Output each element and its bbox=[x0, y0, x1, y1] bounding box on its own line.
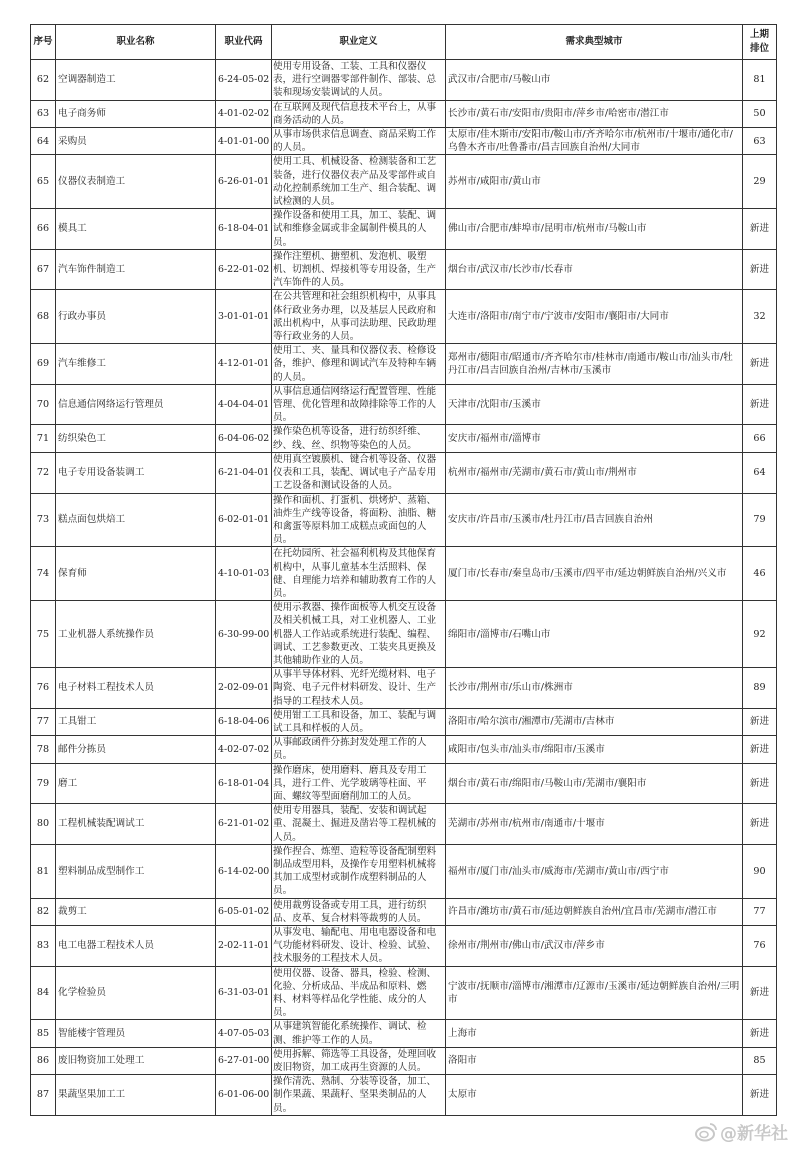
occupation-code: 6-31-03-01 bbox=[216, 966, 272, 1020]
occupation-definition: 从事信息通信网络运行配置管理、性能管理、优化管理和故障排除等工作的人员。 bbox=[272, 384, 446, 425]
occupation-name: 仪器仪表制造工 bbox=[56, 155, 216, 209]
demand-cities: 厦门市/长春市/秦皇岛市/玉溪市/四平市/延边朝鲜族自治州/兴义市 bbox=[446, 547, 743, 601]
row-number: 76 bbox=[31, 668, 56, 709]
table-row bbox=[31, 668, 777, 709]
occupation-code: 6-04-06-02 bbox=[216, 425, 272, 452]
occupation-definition: 使用拆解、筛选等工具设备，处理回收废旧物资，加工成再生资源的人员。 bbox=[272, 1047, 446, 1074]
occupation-name: 化学检验员 bbox=[56, 966, 216, 1020]
demand-cities: 天津市/沈阳市/玉溪市 bbox=[446, 384, 743, 425]
demand-cities: 芜湖市/苏州市/杭州市/南通市/十堰市 bbox=[446, 804, 743, 845]
occupation-code: 3-01-01-01 bbox=[216, 290, 272, 344]
demand-cities: 安庆市/福州市/淄博市 bbox=[446, 425, 743, 452]
previous-rank: 46 bbox=[743, 547, 777, 601]
table-row bbox=[31, 763, 777, 804]
table-row bbox=[31, 155, 777, 209]
previous-rank: 新进 bbox=[743, 344, 777, 385]
occupation-code: 4-10-01-03 bbox=[216, 547, 272, 601]
previous-rank: 81 bbox=[743, 60, 777, 101]
occupation-code: 4-04-04-01 bbox=[216, 384, 272, 425]
occupation-code: 4-01-02-02 bbox=[216, 100, 272, 127]
occupation-definition: 操作捏合、炼塑、造粒等设备配制塑料制品成型用料，及操作专用塑料机械将其加工成型材或制作成塑料制品的人员。 bbox=[272, 844, 446, 898]
previous-rank: 新进 bbox=[743, 736, 777, 763]
occupation-definition: 使用工具、机械设备、检测装备和工艺装备，进行仪器仪表产品及零部件或自动化控制系统加工生产、组合装配、调试检测的人员。 bbox=[272, 155, 446, 209]
occupation-code: 6-18-04-06 bbox=[216, 708, 272, 735]
previous-rank: 89 bbox=[743, 668, 777, 709]
previous-rank: 新进 bbox=[743, 384, 777, 425]
occupation-name: 纺织染色工 bbox=[56, 425, 216, 452]
occupation-code: 6-27-01-00 bbox=[216, 1047, 272, 1074]
watermark-text: @新华社 bbox=[720, 1124, 788, 1144]
occupation-name: 电子材料工程技术人员 bbox=[56, 668, 216, 709]
occupation-name: 信息通信网络运行管理员 bbox=[56, 384, 216, 425]
row-number: 66 bbox=[31, 209, 56, 250]
table-row bbox=[31, 1020, 777, 1047]
occupation-definition: 操作磨床，使用磨料、磨具及专用工具，进行工件、光学玻璃等柱面、平面、螺纹等型面磨削加工的人员。 bbox=[272, 763, 446, 804]
occupation-name: 裁剪工 bbox=[56, 898, 216, 925]
row-number: 67 bbox=[31, 249, 56, 290]
table-row bbox=[31, 493, 777, 547]
occupation-definition: 操作和面机、打蛋机、烘烤炉、蒸箱、油炸生产线等设备，将面粉、油脂、糖和禽蛋等原料加工成糕点或面包的人员。 bbox=[272, 493, 446, 547]
occupation-definition: 从事邮政函件分拣封发处理工作的人员。 bbox=[272, 736, 446, 763]
row-number: 77 bbox=[31, 708, 56, 735]
occupation-name: 工程机械装配调试工 bbox=[56, 804, 216, 845]
occupation-definition: 使用真空镀膜机、键合机等设备、仪器仪表和工具，装配、调试电子产品专用工艺设备和测试设备的人员。 bbox=[272, 452, 446, 493]
previous-rank: 85 bbox=[743, 1047, 777, 1074]
occupation-name: 汽车饰件制造工 bbox=[56, 249, 216, 290]
table-row bbox=[31, 1075, 777, 1116]
occupation-name: 保育师 bbox=[56, 547, 216, 601]
table-row bbox=[31, 249, 777, 290]
previous-rank: 77 bbox=[743, 898, 777, 925]
occupation-code: 6-24-05-02 bbox=[216, 60, 272, 101]
header-cities: 需求典型城市 bbox=[446, 25, 743, 60]
table-row bbox=[31, 128, 777, 155]
row-number: 83 bbox=[31, 926, 56, 967]
occupation-definition: 从事半导体材料、光纤光缆材料、电子陶瓷、电子元件材料研发、设计、生产指导的工程技术人员。 bbox=[272, 668, 446, 709]
previous-rank: 新进 bbox=[743, 209, 777, 250]
occupation-code: 6-18-04-01 bbox=[216, 209, 272, 250]
row-number: 69 bbox=[31, 344, 56, 385]
occupation-definition: 操作设备和使用工具，加工、装配、调试和维修金属或非金属制件模具的人员。 bbox=[272, 209, 446, 250]
demand-cities: 大连市/洛阳市/南宁市/宁波市/安阳市/襄阳市/大同市 bbox=[446, 290, 743, 344]
occupation-definition: 使用工、夹、量具和仪器仪表、检修设备，维护、修理和调试汽车及特种车辆的人员。 bbox=[272, 344, 446, 385]
demand-cities: 洛阳市/哈尔滨市/湘潭市/芜湖市/吉林市 bbox=[446, 708, 743, 735]
occupation-name: 智能楼宇管理员 bbox=[56, 1020, 216, 1047]
row-number: 78 bbox=[31, 736, 56, 763]
occupation-name: 电子商务师 bbox=[56, 100, 216, 127]
previous-rank: 92 bbox=[743, 601, 777, 668]
demand-cities: 绵阳市/淄博市/石嘴山市 bbox=[446, 601, 743, 668]
previous-rank: 66 bbox=[743, 425, 777, 452]
occupation-code: 6-14-02-00 bbox=[216, 844, 272, 898]
occupation-code: 6-21-01-02 bbox=[216, 804, 272, 845]
previous-rank: 新进 bbox=[743, 1075, 777, 1116]
header-code: 职业代码 bbox=[216, 25, 272, 60]
demand-cities: 武汉市/合肥市/马鞍山市 bbox=[446, 60, 743, 101]
occupation-definition: 在托幼园所、社会福利机构及其他保育机构中，从事儿童基本生活照料、保健、自理能力培养和辅助教育工作的人员。 bbox=[272, 547, 446, 601]
occupation-name: 塑料制品成型制作工 bbox=[56, 844, 216, 898]
table-row bbox=[31, 1047, 777, 1074]
occupation-code: 6-02-01-01 bbox=[216, 493, 272, 547]
row-number: 74 bbox=[31, 547, 56, 601]
row-number: 82 bbox=[31, 898, 56, 925]
table-row bbox=[31, 384, 777, 425]
row-number: 73 bbox=[31, 493, 56, 547]
previous-rank: 新进 bbox=[743, 249, 777, 290]
previous-rank: 新进 bbox=[743, 804, 777, 845]
header-definition: 职业定义 bbox=[272, 25, 446, 60]
occupation-name: 废旧物资加工处理工 bbox=[56, 1047, 216, 1074]
occupation-code: 6-18-01-04 bbox=[216, 763, 272, 804]
occupation-definition: 在互联网及现代信息技术平台上，从事商务活动的人员。 bbox=[272, 100, 446, 127]
occupation-table bbox=[30, 24, 777, 1116]
previous-rank: 29 bbox=[743, 155, 777, 209]
occupation-definition: 使用裁剪设备或专用工具，进行纺织品、皮革、复合材料等裁剪的人员。 bbox=[272, 898, 446, 925]
row-number: 84 bbox=[31, 966, 56, 1020]
occupation-code: 6-05-01-02 bbox=[216, 898, 272, 925]
demand-cities: 宁波市/抚顺市/淄博市/湘潭市/辽源市/玉溪市/延边朝鲜族自治州/三明市 bbox=[446, 966, 743, 1020]
occupation-code: 6-01-06-00 bbox=[216, 1075, 272, 1116]
header-rank: 上期排位 bbox=[743, 25, 777, 60]
occupation-definition: 从事发电、输配电、用电电器设备和电气功能材料研发、设计、检验、试验、技术服务的工程技术人员。 bbox=[272, 926, 446, 967]
occupation-name: 采购员 bbox=[56, 128, 216, 155]
demand-cities: 杭州市/福州市/芜湖市/黄石市/黄山市/荆州市 bbox=[446, 452, 743, 493]
occupation-name: 空调器制造工 bbox=[56, 60, 216, 101]
occupation-definition: 使用示教器、操作面板等人机交互设备及相关机械工具，对工业机器人、工业机器人工作站或系统进行装配、编程、调试、工艺参数更改、工装夹具更换及其他辅助作业的人员。 bbox=[272, 601, 446, 668]
occupation-name: 磨工 bbox=[56, 763, 216, 804]
row-number: 63 bbox=[31, 100, 56, 127]
table-row bbox=[31, 804, 777, 845]
occupation-definition: 操作清洗、熟制、分装等设备，加工、制作果蔬、果蔬籽、坚果类制品的人员。 bbox=[272, 1075, 446, 1116]
demand-cities: 徐州市/荆州市/佛山市/武汉市/萍乡市 bbox=[446, 926, 743, 967]
demand-cities: 洛阳市 bbox=[446, 1047, 743, 1074]
occupation-definition: 使用钳工工具和设备，加工、装配与调试工具和样板的人员。 bbox=[272, 708, 446, 735]
occupation-code: 2-02-09-01 bbox=[216, 668, 272, 709]
table-row bbox=[31, 425, 777, 452]
table-row bbox=[31, 844, 777, 898]
previous-rank: 76 bbox=[743, 926, 777, 967]
previous-rank: 新进 bbox=[743, 966, 777, 1020]
weibo-logo-icon bbox=[695, 1122, 717, 1142]
demand-cities: 太原市/佳木斯市/安阳市/鞍山市/齐齐哈尔市/杭州市/十堰市/通化市/乌鲁木齐市/吐鲁番市/昌吉回族自治州/大同市 bbox=[446, 128, 743, 155]
occupation-code: 6-26-01-01 bbox=[216, 155, 272, 209]
previous-rank: 新进 bbox=[743, 763, 777, 804]
row-number: 68 bbox=[31, 290, 56, 344]
row-number: 71 bbox=[31, 425, 56, 452]
watermark bbox=[695, 1119, 788, 1144]
table-row bbox=[31, 60, 777, 101]
table-row bbox=[31, 966, 777, 1020]
row-number: 65 bbox=[31, 155, 56, 209]
header-name: 职业名称 bbox=[56, 25, 216, 60]
occupation-name: 电子专用设备装调工 bbox=[56, 452, 216, 493]
occupation-name: 电工电器工程技术人员 bbox=[56, 926, 216, 967]
row-number: 62 bbox=[31, 60, 56, 101]
table-row bbox=[31, 344, 777, 385]
occupation-name: 工具钳工 bbox=[56, 708, 216, 735]
occupation-definition: 从事建筑智能化系统操作、调试、检测、维护等工作的人员。 bbox=[272, 1020, 446, 1047]
demand-cities: 佛山市/合肥市/蚌埠市/昆明市/杭州市/马鞍山市 bbox=[446, 209, 743, 250]
table-body bbox=[31, 60, 777, 1116]
occupation-name: 糕点面包烘焙工 bbox=[56, 493, 216, 547]
table-row bbox=[31, 100, 777, 127]
previous-rank: 50 bbox=[743, 100, 777, 127]
table-row bbox=[31, 452, 777, 493]
occupation-code: 6-22-01-02 bbox=[216, 249, 272, 290]
row-number: 80 bbox=[31, 804, 56, 845]
occupation-definition: 在公共管理和社会组织机构中，从事具体行政业务办理，以及基层人民政府和派出机构中，从事司法助理、民政助理等行政业务的人员。 bbox=[272, 290, 446, 344]
table-row bbox=[31, 547, 777, 601]
occupation-code: 6-21-04-01 bbox=[216, 452, 272, 493]
table-row bbox=[31, 898, 777, 925]
occupation-name: 模具工 bbox=[56, 209, 216, 250]
table-row bbox=[31, 601, 777, 668]
occupation-code: 2-02-11-01 bbox=[216, 926, 272, 967]
demand-cities: 苏州市/咸阳市/黄山市 bbox=[446, 155, 743, 209]
occupation-definition: 使用仪器、设备、器具，检验、检测、化验、分析成品、半成品和原料、燃料、材料等样品化学性能、成分的人员。 bbox=[272, 966, 446, 1020]
previous-rank: 63 bbox=[743, 128, 777, 155]
row-number: 75 bbox=[31, 601, 56, 668]
row-number: 79 bbox=[31, 763, 56, 804]
row-number: 85 bbox=[31, 1020, 56, 1047]
table-row bbox=[31, 736, 777, 763]
previous-rank: 32 bbox=[743, 290, 777, 344]
demand-cities: 许昌市/潍坊市/黄石市/延边朝鲜族自治州/宜昌市/芜湖市/潜江市 bbox=[446, 898, 743, 925]
row-number: 87 bbox=[31, 1075, 56, 1116]
row-number: 72 bbox=[31, 452, 56, 493]
occupation-definition: 操作注塑机、搪塑机、发泡机、吸塑机、切割机、焊接机等专用设备，生产汽车饰件的人员。 bbox=[272, 249, 446, 290]
table-row bbox=[31, 290, 777, 344]
demand-cities: 长沙市/荆州市/乐山市/株洲市 bbox=[446, 668, 743, 709]
occupation-name: 汽车维修工 bbox=[56, 344, 216, 385]
row-number: 70 bbox=[31, 384, 56, 425]
previous-rank: 90 bbox=[743, 844, 777, 898]
demand-cities: 安庆市/许昌市/玉溪市/牡丹江市/昌吉回族自治州 bbox=[446, 493, 743, 547]
occupation-name: 果蔬坚果加工工 bbox=[56, 1075, 216, 1116]
occupation-definition: 操作染色机等设备，进行纺织纤维、纱、线、丝、织物等染色的人员。 bbox=[272, 425, 446, 452]
occupation-definition: 从事市场供求信息调查、商品采购工作的人员。 bbox=[272, 128, 446, 155]
demand-cities: 烟台市/黄石市/绵阳市/马鞍山市/芜湖市/襄阳市 bbox=[446, 763, 743, 804]
row-number: 86 bbox=[31, 1047, 56, 1074]
previous-rank: 64 bbox=[743, 452, 777, 493]
demand-cities: 咸阳市/包头市/汕头市/绵阳市/玉溪市 bbox=[446, 736, 743, 763]
header-no: 序号 bbox=[31, 25, 56, 60]
demand-cities: 郑州市/德阳市/昭通市/齐齐哈尔市/桂林市/南通市/鞍山市/汕头市/牡丹江市/昌吉回族自治州/吉林市/玉溪市 bbox=[446, 344, 743, 385]
table-row bbox=[31, 209, 777, 250]
occupation-name: 行政办事员 bbox=[56, 290, 216, 344]
demand-cities: 太原市 bbox=[446, 1075, 743, 1116]
occupation-definition: 使用专用器具，装配、安装和调试起重、混凝土、掘进及凿岩等工程机械的人员。 bbox=[272, 804, 446, 845]
previous-rank: 79 bbox=[743, 493, 777, 547]
table-header-row bbox=[31, 25, 777, 60]
occupation-name: 邮件分拣员 bbox=[56, 736, 216, 763]
occupation-code: 4-07-05-03 bbox=[216, 1020, 272, 1047]
demand-cities: 福州市/厦门市/汕头市/威海市/芜湖市/黄山市/西宁市 bbox=[446, 844, 743, 898]
row-number: 81 bbox=[31, 844, 56, 898]
row-number: 64 bbox=[31, 128, 56, 155]
occupation-definition: 使用专用设备、工装、工具和仪器仪表，进行空调器零部件制作、部装、总装和现场安装调试的人员。 bbox=[272, 60, 446, 101]
occupation-code: 4-02-07-02 bbox=[216, 736, 272, 763]
previous-rank: 新进 bbox=[743, 1020, 777, 1047]
demand-cities: 长沙市/黄石市/安阳市/贵阳市/萍乡市/哈密市/潜江市 bbox=[446, 100, 743, 127]
table-row bbox=[31, 708, 777, 735]
table-row bbox=[31, 926, 777, 967]
occupation-code: 4-01-01-00 bbox=[216, 128, 272, 155]
demand-cities: 烟台市/武汉市/长沙市/长春市 bbox=[446, 249, 743, 290]
occupation-name: 工业机器人系统操作员 bbox=[56, 601, 216, 668]
occupation-code: 4-12-01-01 bbox=[216, 344, 272, 385]
occupation-code: 6-30-99-00 bbox=[216, 601, 272, 668]
demand-cities: 上海市 bbox=[446, 1020, 743, 1047]
previous-rank: 新进 bbox=[743, 708, 777, 735]
